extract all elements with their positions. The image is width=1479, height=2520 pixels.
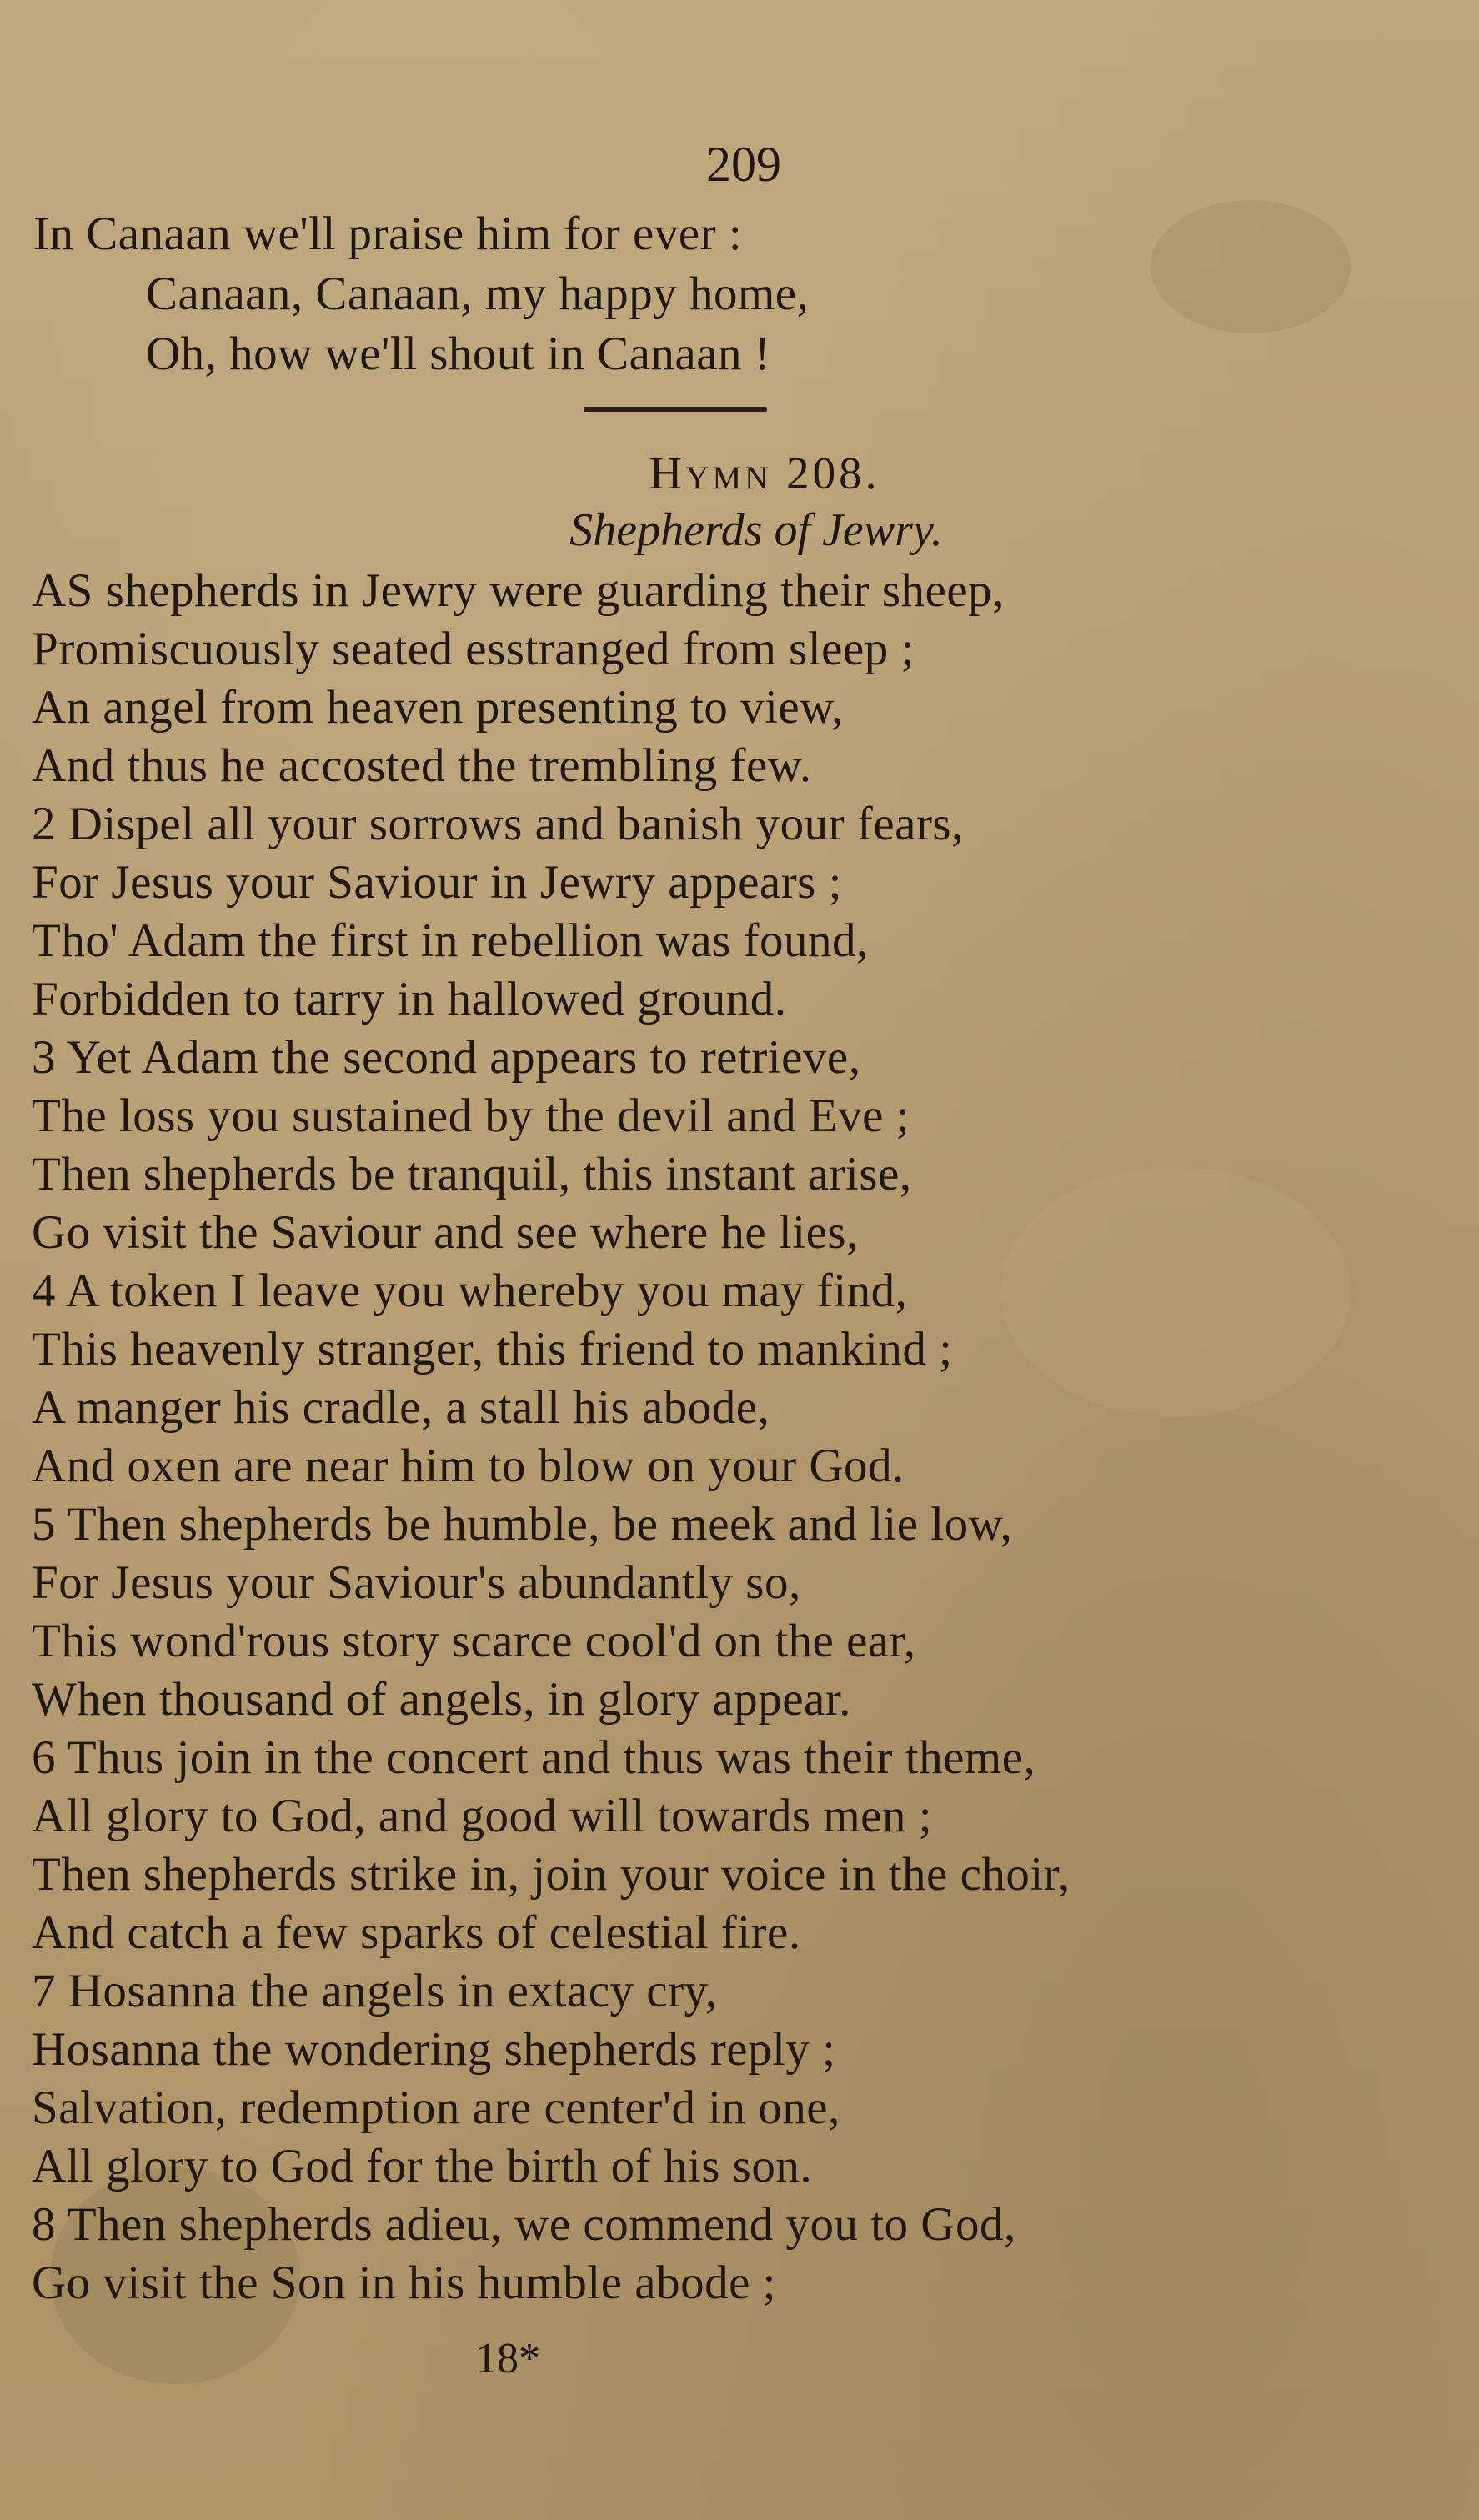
- verse-line: Salvation, redemption are center'd in one,: [32, 2082, 840, 2134]
- verse-line: AS shepherds in Jewry were guarding their sheep,: [32, 564, 1005, 617]
- verse-line: This heavenly stranger, this friend to mankind ;: [32, 1323, 953, 1375]
- verse-line: And catch a few sparks of celestial fire.: [32, 1906, 801, 1959]
- verse-line: 6 Thus join in the concert and thus was their theme,: [32, 1731, 1036, 1784]
- page-number: 209: [706, 137, 781, 192]
- verse-line: All glory to God, and good will towards men ;: [32, 1790, 933, 1842]
- verse-line: Tho' Adam the first in rebellion was found,: [32, 914, 869, 967]
- verse-line: 4 A token I leave you whereby you may find,: [32, 1265, 908, 1317]
- verse-line: When thousand of angels, in glory appear.: [32, 1673, 851, 1726]
- verse-line: All glory to God for the birth of his son.: [32, 2140, 813, 2192]
- opening-line: Oh, how we'll shout in Canaan !: [146, 328, 771, 380]
- verse-line: 3 Yet Adam the second appears to retrieve,: [32, 1031, 861, 1084]
- verse-line: For Jesus your Saviour in Jewry appears ;: [32, 856, 842, 909]
- verse-line: Go visit the Saviour and see where he lies,: [32, 1206, 859, 1259]
- paper-stain: [1000, 1167, 1351, 1417]
- opening-line: In Canaan we'll praise him for ever :: [33, 208, 743, 260]
- hymn-title: Hymn 208.: [649, 448, 880, 498]
- verse-line: 5 Then shepherds be humble, be meek and lie low,: [32, 1498, 1013, 1551]
- verse-line: A manger his cradle, a stall his abode,: [32, 1381, 770, 1434]
- verse-line: And oxen are near him to blow on your God.: [32, 1440, 905, 1492]
- hymn-subtitle: Shepherds of Jewry.: [569, 504, 943, 556]
- signature-mark: 18*: [475, 2335, 540, 2382]
- verse-line: 7 Hosanna the angels in extacy cry,: [32, 1965, 718, 2017]
- verse-line: And thus he accosted the trembling few.: [32, 739, 812, 792]
- verse-line: Hosanna the wondering shepherds reply ;: [32, 2023, 836, 2076]
- paper-stain: [1151, 200, 1351, 333]
- verse-line: Then shepherds strike in, join your voice in the choir,: [32, 1848, 1070, 1901]
- verse-line: An angel from heaven presenting to view,: [32, 681, 844, 734]
- verse-line: This wond'rous story scarce cool'd on the ear,: [32, 1615, 916, 1667]
- verse-line: 8 Then shepherds adieu, we commend you to God,: [32, 2198, 1016, 2251]
- opening-line: Canaan, Canaan, my happy home,: [146, 268, 810, 320]
- verse-line: Forbidden to tarry in hallowed ground.: [32, 973, 787, 1025]
- section-divider: [584, 407, 767, 412]
- verse-line: The loss you sustained by the devil and Eve ;: [32, 1090, 910, 1142]
- verse-line: Go visit the Son in his humble abode ;: [32, 2257, 776, 2309]
- verse-line: Promiscuously seated esstranged from sleep ;: [32, 623, 915, 675]
- verse-line: 2 Dispel all your sorrows and banish your fears,: [32, 798, 964, 850]
- verse-line: Then shepherds be tranquil, this instant arise,: [32, 1148, 912, 1200]
- verse-line: For Jesus your Saviour's abundantly so,: [32, 1556, 801, 1609]
